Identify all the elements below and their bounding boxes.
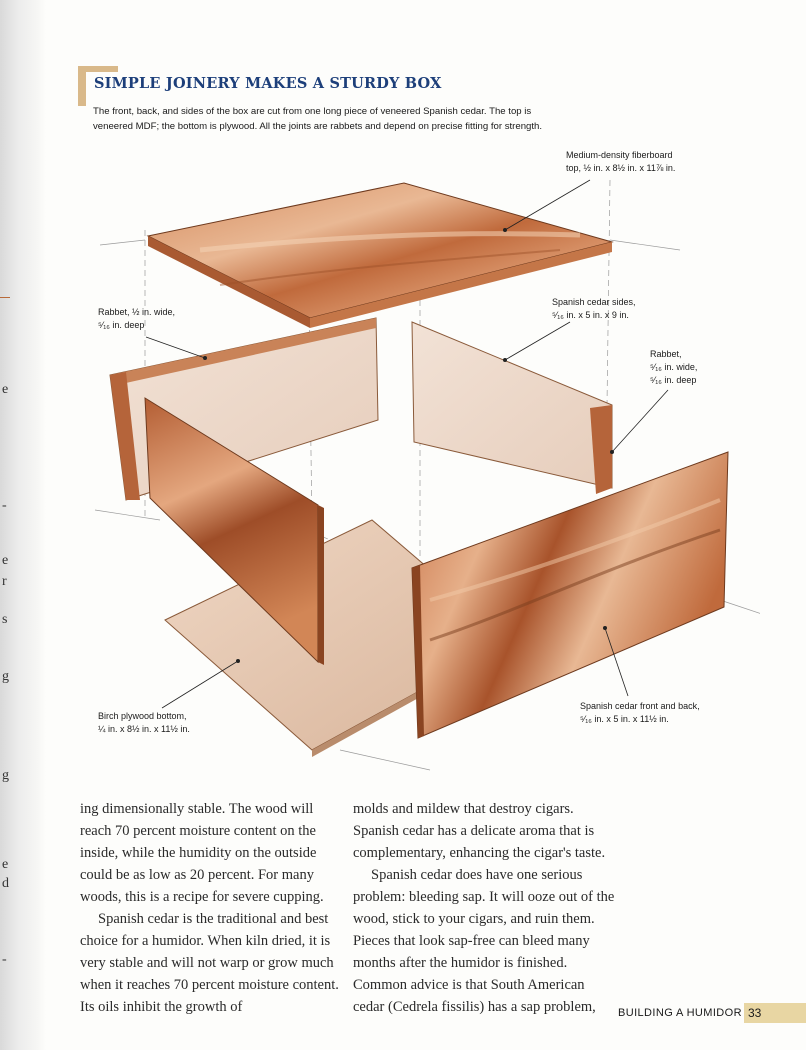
callout-dimension: top, ½ in. x 8½ in. x 11⅞ in. — [566, 163, 676, 173]
callout-dimension: ⁵⁄₁₆ in. deep — [98, 320, 145, 330]
callout-rabbet-left — [98, 306, 175, 332]
binding-gutter — [0, 0, 46, 1050]
callout-dimension: ⁵⁄₁₆ in. wide, — [650, 362, 698, 372]
page-number: 33 — [748, 1006, 762, 1020]
callout-label: Spanish cedar sides, — [552, 297, 636, 307]
body-column-right — [353, 798, 615, 1018]
callout-cedar-sides — [552, 296, 636, 322]
paragraph: Spanish cedar does have one serious problem: bleeding sap. It will ooze out of the wood, stick to your cigars, and ruin them. Pieces that look sap-free can bleed many months after the humidor is finished. Common advice is that South American cedar (Cedrela fissilis) has a sap problem, — [353, 867, 615, 1015]
running-footer-title: BUILDING A HUMIDOR — [618, 1007, 742, 1019]
fragment: e — [2, 382, 9, 397]
fragment: g — [2, 669, 9, 684]
paragraph: ing dimensionally stable. The wood will reach 70 percent moisture content on the inside, while the humidity on the outside could be as low as 20 percent. For many woods, this is a recipe for severe cupping. — [80, 801, 324, 905]
callout-dimension: ¼ in. x 8½ in. x 11½ in. — [98, 724, 190, 734]
right-side-panel — [412, 322, 612, 488]
exploded-box-illustration — [80, 140, 760, 780]
fragment: e — [2, 553, 9, 568]
figure-caption: The front, back, and sides of the box are cut from one long piece of veneered Spanish cedar. The top is veneered MDF; the bottom is plywood. All the joints are rabbets and depend on precise fitting for strength. — [93, 106, 543, 132]
callout-dimension: ⁵⁄₁₆ in. x 5 in. x 9 in. — [552, 310, 629, 320]
callout-dimension: ⁵⁄₁₆ in. deep — [650, 375, 697, 385]
callout-dimension: ⁵⁄₁₆ in. x 5 in. x 11½ in. — [580, 714, 669, 724]
fragment: s — [2, 612, 8, 627]
fragment: r — [2, 574, 7, 589]
callout-label: Rabbet, — [650, 349, 682, 359]
callout-plywood-bottom — [98, 710, 190, 736]
section-accent-bar — [78, 66, 86, 106]
callout-mdf-top — [566, 149, 675, 175]
callout-front-back — [580, 700, 700, 726]
paragraph: Spanish cedar is the traditional and best choice for a humidor. When kiln dried, it is very stable and will not warp or grow much when it reaches 70 percent moisture content. Its oils inhibit the growth of — [80, 911, 339, 1015]
front-panel — [412, 452, 728, 738]
section-title: SIMPLE JOINERY MAKES A STURDY BOX — [94, 75, 442, 92]
callout-label: Spanish cedar front and back, — [580, 701, 700, 711]
fragment: - — [2, 498, 7, 513]
fragment: e — [2, 857, 9, 872]
margin-tick — [0, 297, 10, 298]
paragraph: molds and mildew that destroy cigars. Spanish cedar has a delicate aroma that is complementary, enhancing the cigar's taste. — [353, 801, 606, 861]
callout-rabbet-right — [650, 348, 697, 387]
callout-label: Rabbet, ½ in. wide, — [98, 307, 176, 317]
section-accent-bar-top — [78, 66, 118, 72]
fragment: g — [2, 768, 9, 783]
callout-label: Medium-density fiberboard — [566, 150, 673, 160]
fragment: d — [2, 876, 9, 891]
callout-label: Birch plywood bottom, — [98, 711, 187, 721]
fragment: - — [2, 952, 7, 967]
body-column-left — [80, 798, 342, 1018]
